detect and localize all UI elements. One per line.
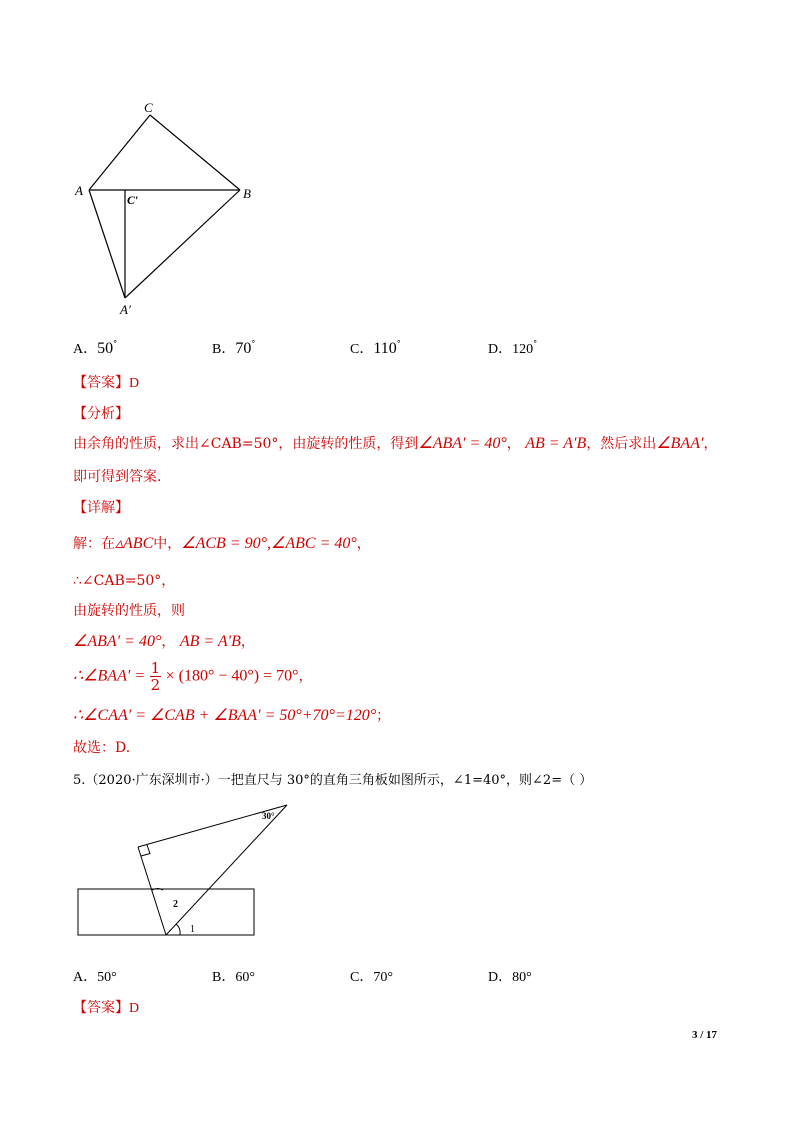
option-label: D．: [488, 342, 513, 357]
answer-tag: 【答案】: [73, 375, 129, 391]
detail-line-7: 故选：D.: [73, 740, 131, 756]
analysis-text: ，然后求出: [586, 436, 657, 452]
analysis-text: ，: [703, 436, 718, 452]
label-c-prime: C′: [127, 193, 139, 207]
q5-answer: [73, 997, 139, 1017]
segment-ba-prime: [125, 190, 240, 298]
detail-math: ∠ABA′ = 40°: [73, 633, 162, 650]
q4-option-d: [488, 338, 537, 358]
detail-line-4: [73, 631, 255, 651]
fraction-denominator: 2: [150, 676, 161, 694]
option-value: 70: [235, 340, 252, 357]
label-c: C: [144, 100, 153, 115]
answer-value: D: [129, 1001, 140, 1016]
q5-option-c: [350, 966, 393, 986]
answer-value: D: [129, 376, 140, 391]
q4-option-b: [212, 338, 255, 358]
fraction-one-half: [150, 660, 162, 693]
q4-option-c: [350, 338, 401, 358]
option-value: 50: [97, 340, 114, 357]
answer-tag: 【答案】: [73, 1000, 129, 1016]
label-angle-1: 1: [190, 924, 195, 935]
rotation-figure: [60, 95, 280, 320]
analysis-line-2: 即可得到答案.: [73, 469, 162, 485]
detail-text: 中，: [153, 536, 182, 552]
option-value: 80°: [512, 970, 532, 985]
label-angle-2: 2: [173, 899, 178, 910]
detail-text: ，: [298, 668, 313, 685]
detail-text: ，: [240, 634, 255, 650]
degree-mark: °: [113, 339, 118, 348]
detail-line-3: 由旋转的性质，则: [73, 603, 185, 619]
detail-line-5: [73, 660, 313, 693]
q4-answer: [73, 372, 139, 392]
detail-line-6: [73, 705, 390, 725]
q4-option-a: [73, 338, 117, 358]
option-label: B．: [212, 342, 236, 357]
label-a-prime: A′: [120, 302, 131, 317]
option-label: B．: [212, 970, 236, 985]
segment-ca: [89, 115, 150, 190]
analysis-text: ，: [506, 436, 521, 452]
detail-text: ，: [161, 634, 176, 650]
page-number: 3 / 17: [692, 1029, 718, 1041]
degree-mark: °: [251, 339, 256, 348]
option-value: 70°: [373, 970, 393, 985]
triangle-short-leg: [138, 847, 166, 935]
detail-text: ，: [356, 536, 371, 552]
option-value: 120: [512, 342, 534, 357]
option-label: A．: [73, 970, 98, 985]
option-label: A．: [73, 342, 98, 357]
option-label: C．: [350, 970, 374, 985]
segment-aa-prime: [89, 190, 125, 298]
analysis-math-ab: AB = A′B: [525, 435, 587, 452]
option-value: 60°: [235, 970, 255, 985]
label-b: B: [243, 186, 251, 201]
option-label: C．: [350, 342, 374, 357]
segment-cb: [150, 115, 240, 190]
detail-line-1: [73, 533, 371, 553]
analysis-math-angle-aba: ∠ABA′ = 40°: [418, 435, 507, 452]
detail-math: × (180° − 40°) = 70°: [165, 667, 299, 685]
angle-1-arc: [176, 924, 180, 935]
q5-option-b: [212, 966, 255, 986]
triangle-hypotenuse: [166, 805, 287, 935]
detail-math: ∴∠BAA′ =: [73, 667, 146, 685]
right-angle-mark: [141, 845, 150, 856]
label-a: A: [75, 183, 83, 198]
detail-text: 解：在: [73, 536, 115, 552]
detail-math: ∴∠CAA′ = ∠CAB + ∠BAA′ = 50°+70°=120°: [73, 707, 377, 724]
option-label: D．: [488, 970, 513, 985]
detail-text: ；: [376, 708, 391, 724]
detail-tag: 【详解】: [73, 500, 129, 516]
detail-math: AB = A′B: [179, 633, 241, 650]
ruler-triangle-figure: [70, 800, 290, 945]
label-30-degrees: 30°: [262, 811, 275, 821]
q5-option-a: [73, 966, 117, 986]
fraction-numerator: 1: [150, 659, 161, 677]
degree-mark: °: [396, 339, 401, 348]
analysis-math-angle-baa: ∠BAA′: [656, 435, 704, 452]
analysis-text: 由余角的性质，求出∠CAB=50°，由旋转的性质，得到: [73, 436, 419, 452]
ruler-rect: [78, 889, 254, 935]
q5-stem: 5.（2020·广东深圳市·）一把直尺与 30°的直角三角板如图所示，∠1=40°，则∠2=（ ）: [73, 773, 593, 788]
degree-mark: °: [533, 339, 538, 348]
detail-math: ∠ACB = 90°,∠ABC = 40°: [181, 535, 357, 552]
analysis-tag: 【分析】: [73, 406, 129, 422]
detail-line-2: ∴∠CAB=50°，: [73, 573, 176, 589]
analysis-line-1: [73, 433, 717, 453]
detail-triangle: ▵ABC: [115, 535, 154, 552]
option-value: 110: [373, 340, 397, 357]
option-value: 50°: [97, 970, 117, 985]
q5-option-d: [488, 966, 532, 986]
